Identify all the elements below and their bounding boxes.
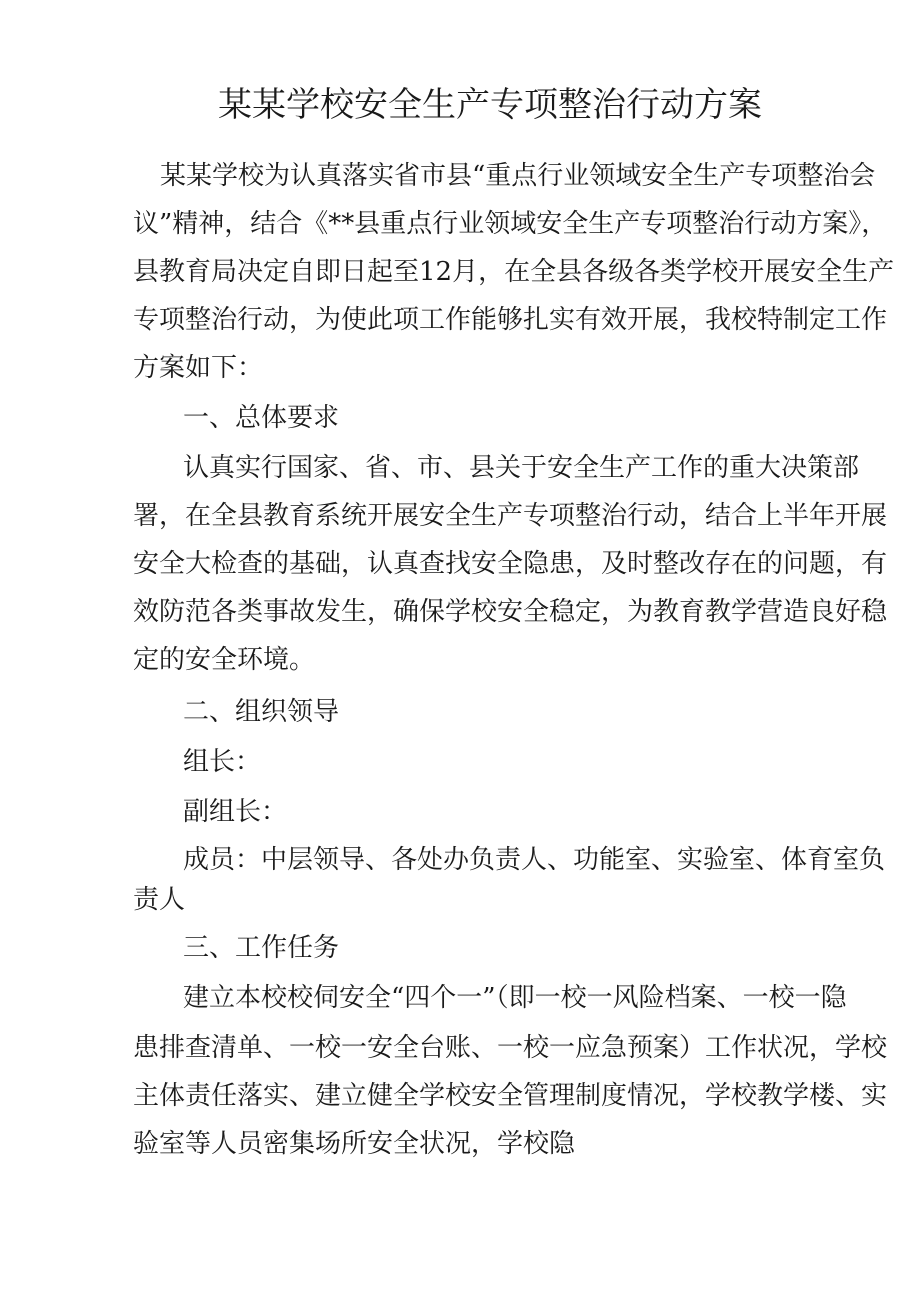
work-tasks-line-4: 验室等人员密集场所安全状况，学校隐 xyxy=(133,1129,576,1159)
members-line-2: 责人 xyxy=(133,885,186,915)
members-line-1: 成员：中层领导、各处办负责人、功能室、实验室、体育室负 xyxy=(183,845,886,875)
work-tasks-line-3: 主体责任落实、建立健全学校安全管理制度情况，学校教学楼、实 xyxy=(133,1081,888,1111)
work-tasks-line-1: 建立本校校伺安全“四个一”（即一校一风险档案、一校一隐 xyxy=(183,983,847,1013)
section-heading-organization: 二、组织领导 xyxy=(183,697,340,727)
deputy-leader-line: 副组长： xyxy=(183,797,288,827)
intro-line-2: 议”精神，结合《**县重点行业领域安全生产专项整治行动方案》， xyxy=(133,209,888,239)
intro-line-4: 专项整治行动，为使此项工作能够扎实有效开展，我校特制定工作 xyxy=(133,305,888,335)
document-title: 某某学校安全生产专项整治行动方案 xyxy=(218,85,762,125)
section-heading-work-tasks: 三、工作任务 xyxy=(183,933,340,963)
intro-line-5: 方案如下： xyxy=(133,353,264,383)
team-leader-line: 组长： xyxy=(183,747,262,777)
general-requirements-line-5: 定的安全环境。 xyxy=(133,645,316,675)
general-requirements-line-2: 署，在全县教育系统开展安全生产专项整治行动，结合上半年开展 xyxy=(133,501,888,531)
general-requirements-line-1: 认真实行国家、省、市、县关于安全生产工作的重大决策部 xyxy=(183,453,860,483)
general-requirements-line-3: 安全大检查的基础，认真查找安全隐患，及时整改存在的问题，有 xyxy=(133,549,888,579)
general-requirements-line-4: 效防范各类事故发生，确保学校安全稳定，为教育教学营造良好稳 xyxy=(133,597,888,627)
section-heading-general-requirements: 一、总体要求 xyxy=(183,403,340,433)
work-tasks-line-2: 患排查清单、一校一安全台账、一校一应急预案）工作状况，学校 xyxy=(133,1033,888,1063)
intro-line-3: 县教育局决定自即日起至12月，在全县各级各类学校开展安全生产 xyxy=(133,257,895,287)
intro-line-1: 某某学校为认真落实省市县“重点行业领域安全生产专项整治会 xyxy=(160,161,876,191)
